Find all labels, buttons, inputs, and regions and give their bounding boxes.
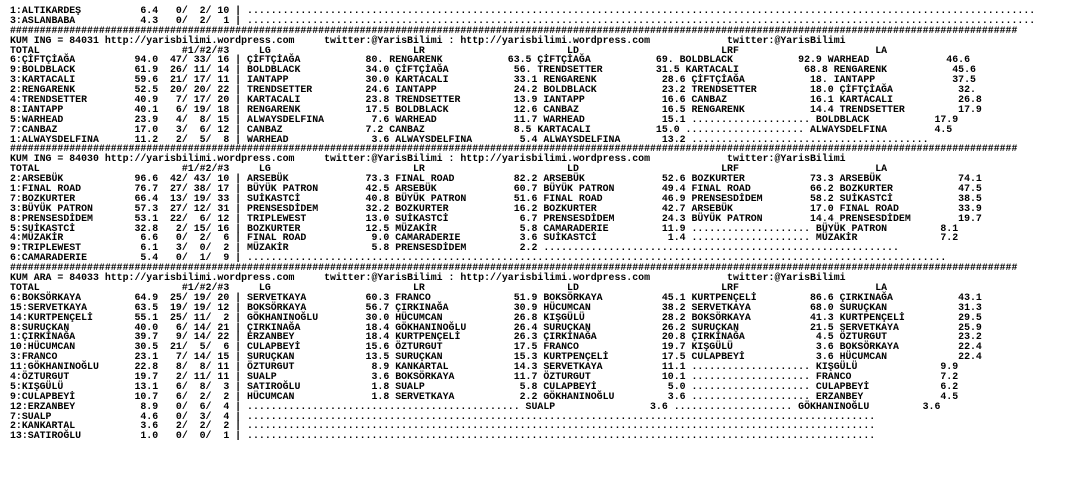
race-header: KUM ARA = 84033 http://yarisbilimi.wordpress.com twitter:@YarisBilimi : http://yarisbilimi.wordpress.com twitter:@YarisBilimi [10,272,846,284]
result-row: 1:ALWAYSDELFINA 11.2 2/ 5/ 8 | WARHEAD 3.6 ALWAYSDELFINA 5.4 ALWAYSDELFINA 13.2 ........................................ [10,133,929,145]
result-row: 9:BOLDBLACK 61.9 26/ 11/ 14 | BOLDBLACK 34.0 ÇİFTÇİAĞA 56. TRENDSETTER 31.5 KARTACALI 68.8 RENGARENK 45.6 [10,64,976,76]
result-row: 15:SERVETKAYA 63.5 19/ 19/ 12 | BOKSÖRKAYA 56.7 ÇIRKINAĞA 30.9 HÜCUMCAN 38.2 SERVETKAYA 68.0 SURUÇKAN 31.3 [10,301,982,313]
result-row: 5:KIŞGÜLÜ 13.1 6/ 8/ 3 | SATIROĞLU 1.8 SUALP 5.8 CULAPBEYİ 5.0 .................... CULAPBEYİ 6.2 [10,380,959,392]
result-row: 4:MÜZAKİR 6.6 0/ 2/ 6 | FINAL ROAD 9.0 CAMARADERIE 3.6 SUİKASTCİ 1.4 .................... MÜZAKİR 7.2 [10,232,959,244]
result-row: 11:GÖKHANINOĞLU 22.8 8/ 8/ 11 | ÖZTURGUT 8.9 KANKARTAL 14.3 SERVETKAYA 11.1 .................... KIŞGÜLÜ 9.9 [10,361,959,373]
column-headers: TOTAL #1/#2/#3 LG LR LD LRF LA [10,44,888,56]
column-headers: TOTAL #1/#2/#3 LG LR LD LRF LA [10,281,888,293]
result-row: 4:ÖZTURGUT 19.7 2/ 11/ 11 | SUALP 3.6 BOKSÖRKAYA 11.7 ÖZTURGUT 10.1 .................... FRANCO 7.2 [10,370,959,382]
result-row: 5:WARHEAD 23.9 4/ 8/ 15 | ALWAYSDELFINA 7.6 WARHEAD 11.7 WARHEAD 15.1 .................... BOLDBLACK 17.9 [10,113,959,125]
result-row: 1:ALTIKARDEŞ 6.4 0/ 2/ 10 | ..................................................................................................................................... [10,5,1036,16]
race-section [10,144,1077,263]
result-row: 3:FRANCO 23.1 7/ 14/ 15 | SURUÇKAN 13.5 SURUÇKAN 15.3 KURTPENÇELİ 17.5 CULAPBEYİ 3.6 HÜCUMCAN 22.4 [10,351,982,363]
result-row: 4:TRENDSETTER 40.9 7/ 17/ 20 | KARTACALI 23.8 TRENDSETTER 13.9 IANTAPP 16.6 CANBAZ 16.1 KARTACALI 26.8 [10,94,982,106]
result-row: 7:BOZKURTER 66.4 13/ 19/ 33 | SUİKASTCİ 40.8 BÜYÜK PATRON 51.6 FINAL ROAD 46.9 PRENSESDİDEM 58.2 SUİKASTCİ 38.5 [10,192,982,204]
race-header: KUM ING = 84031 http://yarisbilimi.wordpress.com twitter:@YarisBilimi : http://yarisbilimi.wordpress.com twitter:@YarisBilimi [10,34,846,46]
result-row: 3:BÜYÜK PATRON 57.3 27/ 12/ 31 | PRENSESDİDEM 32.2 BOZKURTER 16.2 BOZKURTER 42.7 ARSEBÜK 17.0 FINAL ROAD 33.9 [10,202,982,214]
result-row: 6:CAMARADERIE 5.4 0/ 1/ 9 | ...................................................................................................................... [10,252,947,264]
result-row: 1:ÇIRKINAĞA 39.7 9/ 14/ 22 | ERZANBEY 18.4 KURTPENÇELİ 26.3 ÇIRKINAĞA 20.8 ÇIRKINAĞA 4.5 ÖZTURGUT 23.2 [10,331,982,343]
section-divider: ########################################################################################################################################################################## [10,262,1018,274]
result-row: 9:TRIPLEWEST 6.1 3/ 0/ 2 | MÜZAKİR 5.8 PRENSESDİDEM 2.2 ............................................................ [10,242,899,254]
result-row: 7:SUALP 4.6 0/ 3/ 4 | .......................................................................................................... [10,410,876,422]
race-header: KUM ING = 84030 http://yarisbilimi.wordpress.com twitter:@YarisBilimi : http://yarisbilimi.wordpress.com twitter:@YarisBilimi [10,153,846,165]
result-row: 14:KURTPENÇELİ 55.1 25/ 11/ 2 | GÖKHANINOĞLU 30.0 HÜCUMCAN 26.8 KIŞGÜLÜ 28.2 BOKSÖRKAYA 41.3 KURTPENÇELİ 29.5 [10,311,982,323]
section-divider: ########################################################################################################################################################################## [10,24,1018,36]
result-row: 9:CULAPBEYİ 10.7 6/ 2/ 2 | HÜCUMCAN 1.8 SERVETKAYA 2.2 GÖKHANINOĞLU 3.6 .................... ERZANBEY 4.5 [10,390,959,402]
race-section [10,26,1077,145]
result-row: 6:BOKSÖRKAYA 64.9 25/ 19/ 20 | SERVETKAYA 60.3 FRANCO 51.9 BOKSÖRKAYA 45.1 KURTPENÇELİ 86.6 ÇIRKINAĞA 43.1 [10,291,982,303]
result-row: 5:SUİKASTCİ 32.8 2/ 15/ 16 | BOZKURTER 12.5 MÜZAKİR 5.8 CAMARADERIE 11.9 .................... BÜYÜK PATRON 8.1 [10,222,959,234]
result-row: 8:IANTAPP 40.1 6/ 19/ 18 | RENGARENK 17.5 BOLDBLACK 12.6 CANBAZ 16.5 RENGARENK 14.4 TRENDSETTER 17.9 [10,103,982,115]
result-row: 8:PRENSESDİDEM 53.1 22/ 6/ 12 | TRIPLEWEST 13.0 SUİKASTCİ 6.7 PRENSESDİDEM 24.3 BÜYÜK PATRON 14.4 PRENSESDİDEM 19.7 [10,212,982,224]
race-section [10,263,1077,441]
result-row: 3:ASLANBABA 4.3 0/ 2/ 1 | ..................................................................................................................................... [10,14,1036,26]
result-row: 7:CANBAZ 17.0 3/ 6/ 12 | CANBAZ 7.2 CANBAZ 8.5 KARTACALI 15.0 .................... ALWAYSDELFINA 4.5 [10,123,953,135]
result-row: 8:SURUÇKAN 40.0 6/ 14/ 21 | ÇIRKINAĞA 18.4 GÖKHANINOĞLU 26.4 SURUÇKAN 26.2 SURUÇKAN 21.5 SERVETKAYA 25.9 [10,321,982,333]
section-divider: ########################################################################################################################################################################## [10,143,1018,155]
column-headers: TOTAL #1/#2/#3 LG LR LD LRF LA [10,163,888,175]
result-row: 6:ÇİFTÇİAĞA 94.0 47/ 33/ 16 | ÇİFTÇİAĞA 80. RENGARENK 63.5 ÇİFTÇİAĞA 69. BOLDBLACK 92.9 WARHEAD 46.6 [10,54,971,66]
result-row: 2:RENGARENK 52.5 20/ 20/ 22 | TRENDSETTER 24.6 IANTAPP 24.2 BOLDBLACK 23.2 TRENDSETTER 18.0 ÇİFTÇİAĞA 32. [10,84,976,96]
result-row: 10:HÜCUMCAN 30.5 21/ 5/ 6 | CULAPBEYİ 15.6 ÖZTURGUT 17.5 FRANCO 19.7 KIŞGÜLÜ 3.6 BOKSÖRKAYA 22.4 [10,341,982,353]
result-row: 2:ARSEBÜK 96.6 42/ 43/ 10 | ARSEBÜK 73.3 FINAL ROAD 82.2 ARSEBÜK 52.6 BOZKURTER 73.3 ARSEBÜK 74.1 [10,173,982,185]
result-row: 1:FINAL ROAD 76.7 27/ 38/ 17 | BÜYÜK PATRON 42.5 ARSEBÜK 60.7 BÜYÜK PATRON 49.4 FINAL ROAD 66.2 BOZKURTER 47.5 [10,183,982,195]
result-row: 2:KANKARTAL 3.6 2/ 2/ 2 | .......................................................................................................... [10,420,876,432]
result-row: 3:KARTACALI 59.6 21/ 17/ 11 | IANTAPP 30.0 KARTACALI 33.1 RENGARENK 28.6 ÇİFTÇİAĞA 18. IANTAPP 37.5 [10,74,976,86]
result-row: 13:SATIROĞLU 1.0 0/ 0/ 1 | .......................................................................................................... [10,430,876,442]
result-row: 12:ERZANBEY 8.9 0/ 6/ 4 | .............................................. SUALP 3.6 .................... GÖKHANINOĞLU 3.6 [10,400,941,412]
